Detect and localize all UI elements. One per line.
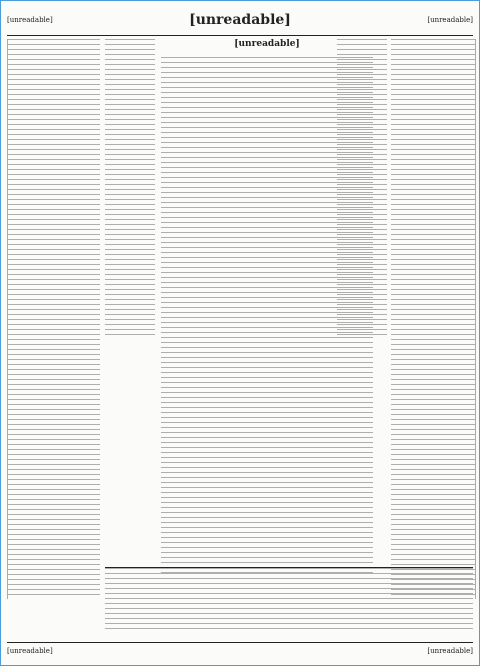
footnote-text <box>105 568 473 632</box>
center-heading: [unreadable] <box>234 39 300 49</box>
running-head <box>7 5 473 36</box>
running-head-right-label: [unreadable] <box>427 16 473 24</box>
page-footer <box>7 642 473 659</box>
inner-left-commentary-text <box>105 39 155 339</box>
inner-left-commentary-column <box>105 39 155 339</box>
running-head-left-label: [unreadable] <box>7 16 53 24</box>
main-text-column <box>161 57 373 577</box>
right-commentary-text <box>391 39 475 599</box>
main-text <box>161 57 373 577</box>
left-commentary-text <box>8 39 100 599</box>
footer-left-label: [unreadable] <box>7 647 53 655</box>
right-commentary-column <box>391 39 476 599</box>
running-head-title: [unreadable] <box>189 12 291 28</box>
footnote-block <box>105 567 473 632</box>
footer-right-label: [unreadable] <box>427 647 473 655</box>
left-commentary-column <box>7 39 100 599</box>
